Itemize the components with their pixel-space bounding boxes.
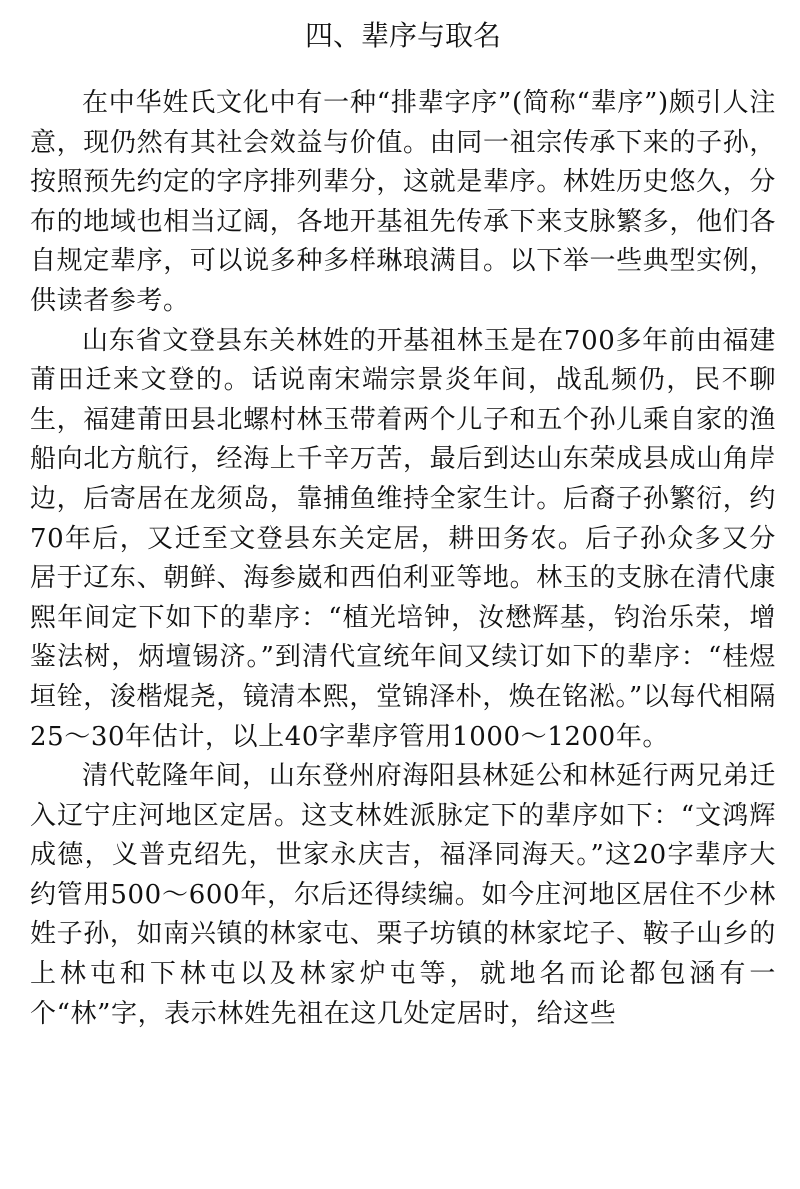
body-text xyxy=(30,84,776,1034)
paragraph-intro: 在中华姓氏文化中有一种“排辈字序”(简称“辈序”)颇引人注意，现仍然有其社会效益与价值。由同一祖宗传承下来的子孙，按照预先约定的字序排列辈分，这就是辈序。林姓历史悠久，分布的地域也相当辽阔，各地开基祖先传承下来支脉繁多，他们各自规定辈序，可以说多种多样琳琅满目。以下举一些典型实例，供读者参考。 xyxy=(30,88,776,316)
paragraph-wendeng: 山东省文登县东关林姓的开基祖林玉是在700多年前由福建莆田迁来文登的。话说南宋端宗景炎年间，战乱频仍，民不聊生，福建莆田县北螺村林玉带着两个儿子和五个孙儿乘自家的渔船向北方航行，经海上千辛万苦，最后到达山东荣成县成山角岸边，后寄居在龙须岛，靠捕鱼维持全家生计。后裔子孙繁衍，约70年后，又迁至文登县东关定居，耕田务农。后子孙众多又分居于辽东、朝鲜、海参崴和西伯利亚等地。林玉的支脉在清代康熙年间定下如下的辈序：“植光培钟，汝懋辉基，钧治乐荣，增鉴法树，炳壇锡济。”到清代宣统年间又续订如下的辈序：“桂煜垣铨，浚楷焜尧，镜清本熙，堂锦泽朴，焕在铭淞。”以每代相隔25～30年估计，以上40字辈序管用1000～1200年。 xyxy=(30,325,776,752)
paragraph-zhuanghe: 清代乾隆年间，山东登州府海阳县林延公和林延行两兄弟迁入辽宁庄河地区定居。这支林姓派脉定下的辈序如下：“文鸿辉成德，义普克绍先，世家永庆吉，福泽同海天。”这20字辈序大约管用500～600年，尔后还得续编。如今庄河地区居住不少林姓子孙，如南兴镇的林家屯、栗子坊镇的林家坨子、鞍子山乡的上林屯和下林屯以及林家炉屯等，就地名而论都包涵有一个“林”字，表示林姓先祖在这几处定居时，给这些 xyxy=(30,761,776,1029)
section-title: 四、辈序与取名 xyxy=(304,19,501,52)
